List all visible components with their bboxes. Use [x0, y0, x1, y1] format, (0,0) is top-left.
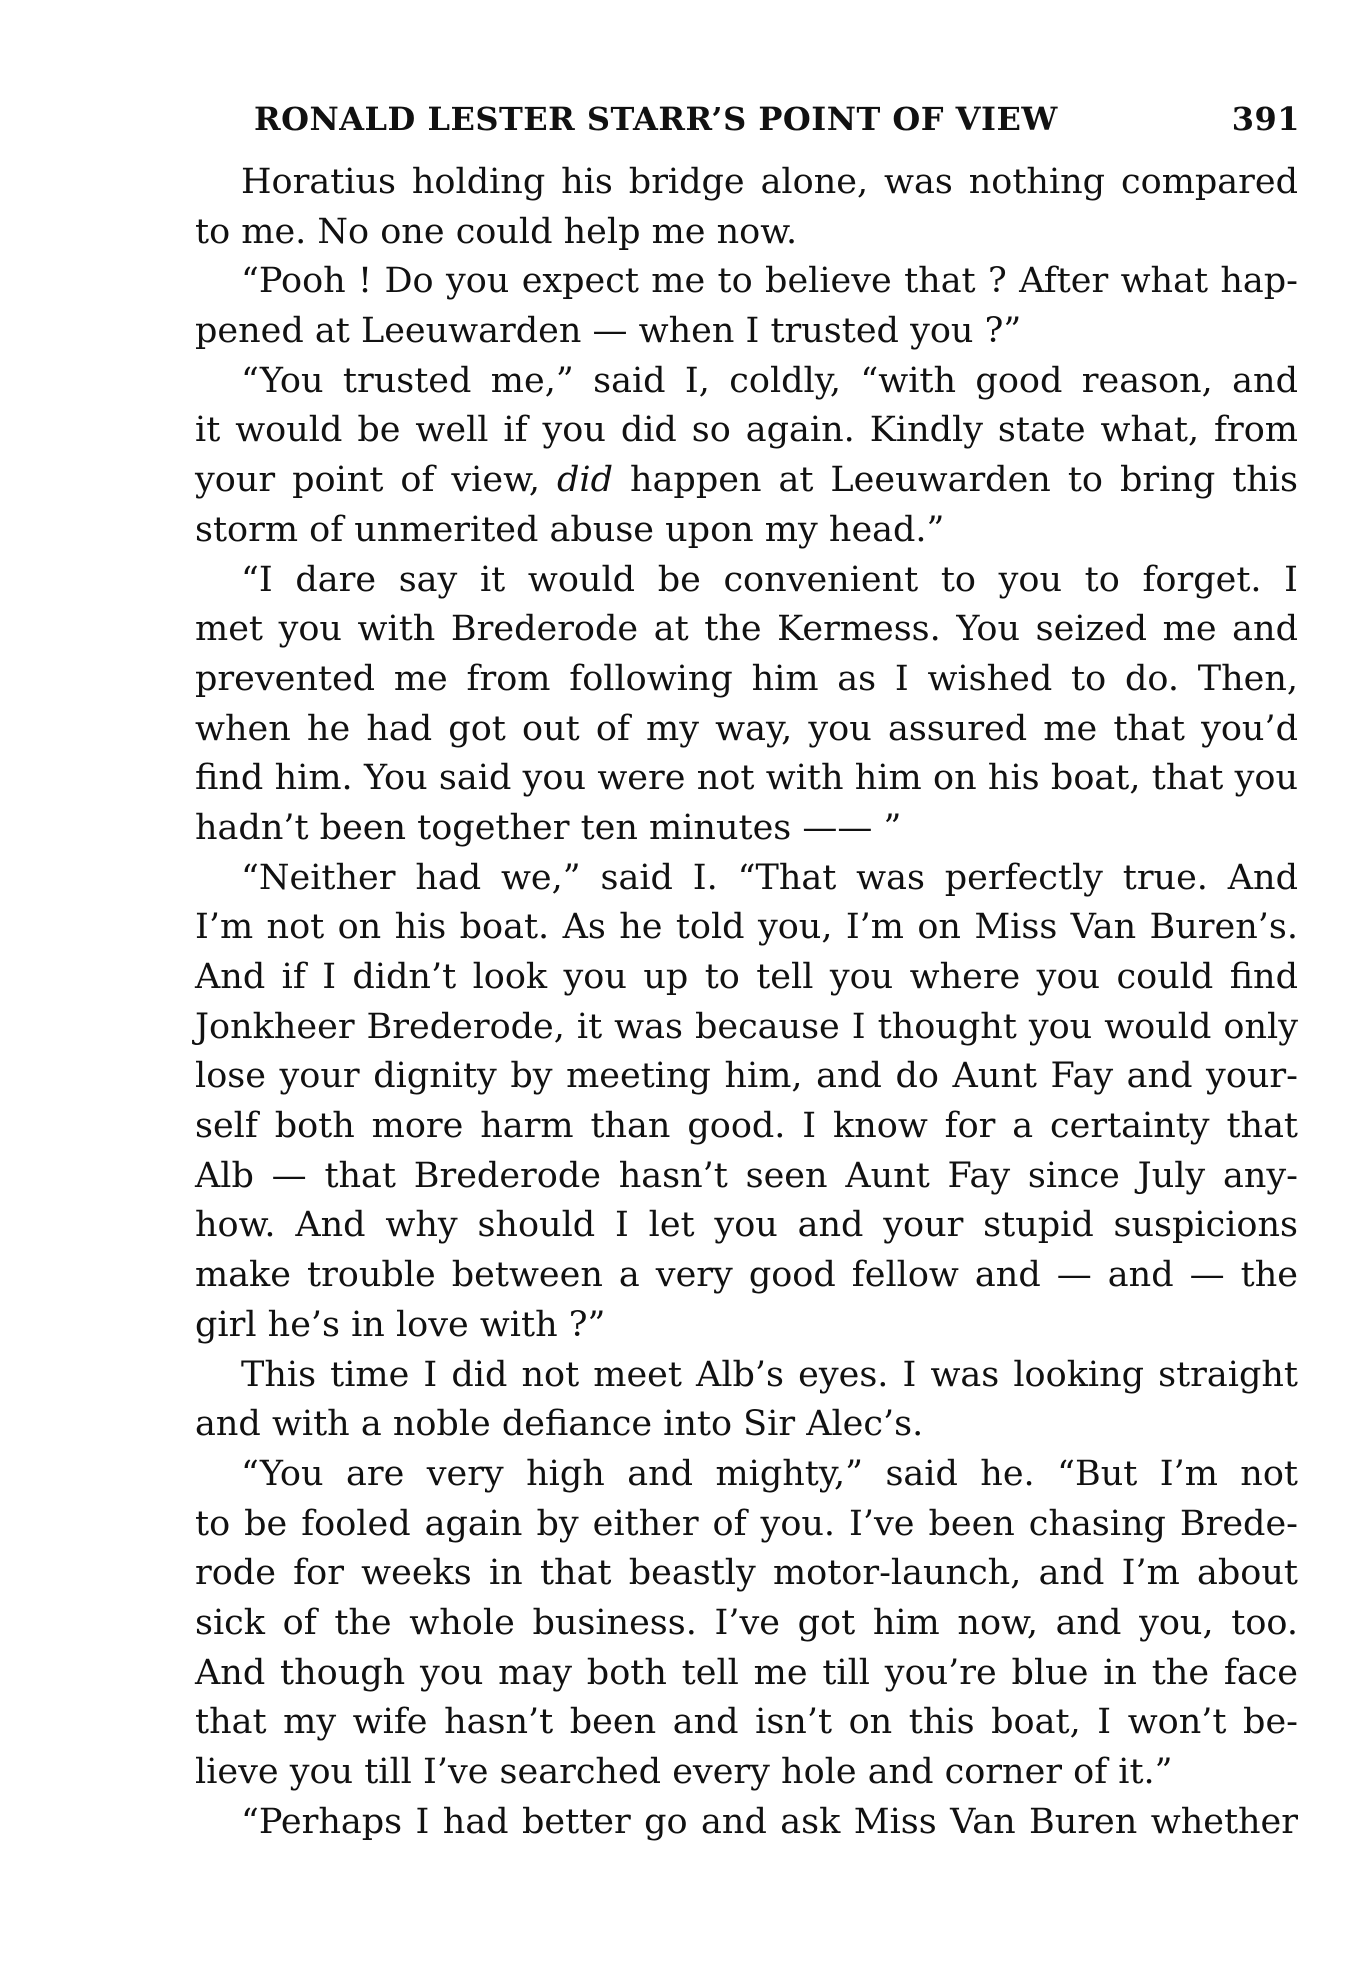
text-line: Jonkheer Brederode, it was because I thought you would only — [195, 1006, 1298, 1047]
text-line: how. And why should I let you and your stupid suspicions — [195, 1205, 1298, 1246]
text-line: that my wife hasn’t been and isn’t on this boat, I won’t be- — [195, 1702, 1298, 1743]
text-line: to be fooled again by either of you. I’ve been chasing Brede- — [195, 1503, 1298, 1544]
text-line: your point of view, did happen at Leeuwarden to bring this — [195, 460, 1298, 501]
text-line: girl he’s in love with ?” — [195, 1304, 606, 1345]
text-line: “Neither had we,” said I. “That was perfectly true. And — [241, 857, 1298, 898]
text-line: storm of unmerited abuse upon my head.” — [195, 509, 945, 550]
text-line: self both more harm than good. I know for a certainty that — [195, 1106, 1298, 1147]
body-text — [195, 158, 1298, 1847]
text-line: I’m not on his boat. As he told you, I’m on Miss Van Buren’s. — [195, 907, 1298, 948]
text-line: lose your dignity by meeting him, and do Aunt Fay and your- — [195, 1056, 1298, 1097]
text-line: it would be well if you did so again. Kindly state what, from — [195, 410, 1298, 451]
text-line: This time I did not meet Alb’s eyes. I was looking straight — [241, 1354, 1298, 1395]
text-line: Horatius holding his bridge alone, was nothing compared — [241, 162, 1298, 202]
text-line: when he had got out of my way, you assured me that you’d — [195, 708, 1298, 749]
text-line: find him. You said you were not with him on his boat, that you — [195, 758, 1298, 799]
text-line: “You trusted me,” said I, coldly, “with good reason, and — [241, 360, 1298, 401]
text-line: And though you may both tell me till you’re blue in the face — [195, 1652, 1298, 1693]
text-line: lieve you till I’ve searched every hole and corner of it.” — [195, 1752, 1173, 1792]
text-line: rode for weeks in that beastly motor-launch, and I’m about — [195, 1553, 1298, 1594]
text-line: “Perhaps I had better go and ask Miss Van Buren whether — [241, 1801, 1298, 1842]
emphasis: did — [557, 460, 614, 501]
running-title: RONALD LESTER STARR’S POINT OF VIEW — [254, 100, 1058, 138]
text-line: and with a noble defiance into Sir Alec’s. — [195, 1404, 924, 1445]
text-line: And if I didn’t look you up to tell you where you could find — [195, 957, 1298, 997]
text-line: “You are very high and mighty,” said he. “But I’m not — [241, 1453, 1298, 1494]
text-line: Alb — that Brederode hasn’t seen Aunt Fay since July any- — [195, 1155, 1298, 1196]
text-line: to me. No one could help me now. — [195, 211, 798, 252]
running-header — [254, 100, 1300, 160]
text-line: pened at Leeuwarden — when I trusted you ?” — [195, 311, 1022, 352]
text-line: “Pooh ! Do you expect me to believe that ? After what hap- — [241, 261, 1298, 302]
page-number: 391 — [1231, 100, 1300, 138]
text-line: prevented me from following him as I wished to do. Then, — [195, 658, 1298, 699]
text-line: met you with Brederode at the Kermess. You seized me and — [195, 609, 1298, 650]
text-line: sick of the whole business. I’ve got him now, and you, too. — [195, 1602, 1298, 1643]
text-line: “I dare say it would be convenient to you to forget. I — [241, 559, 1298, 600]
text-line: hadn’t been together ten minutes —— ” — [195, 807, 902, 848]
text-line: make trouble between a very good fellow and — and — the — [195, 1255, 1298, 1296]
